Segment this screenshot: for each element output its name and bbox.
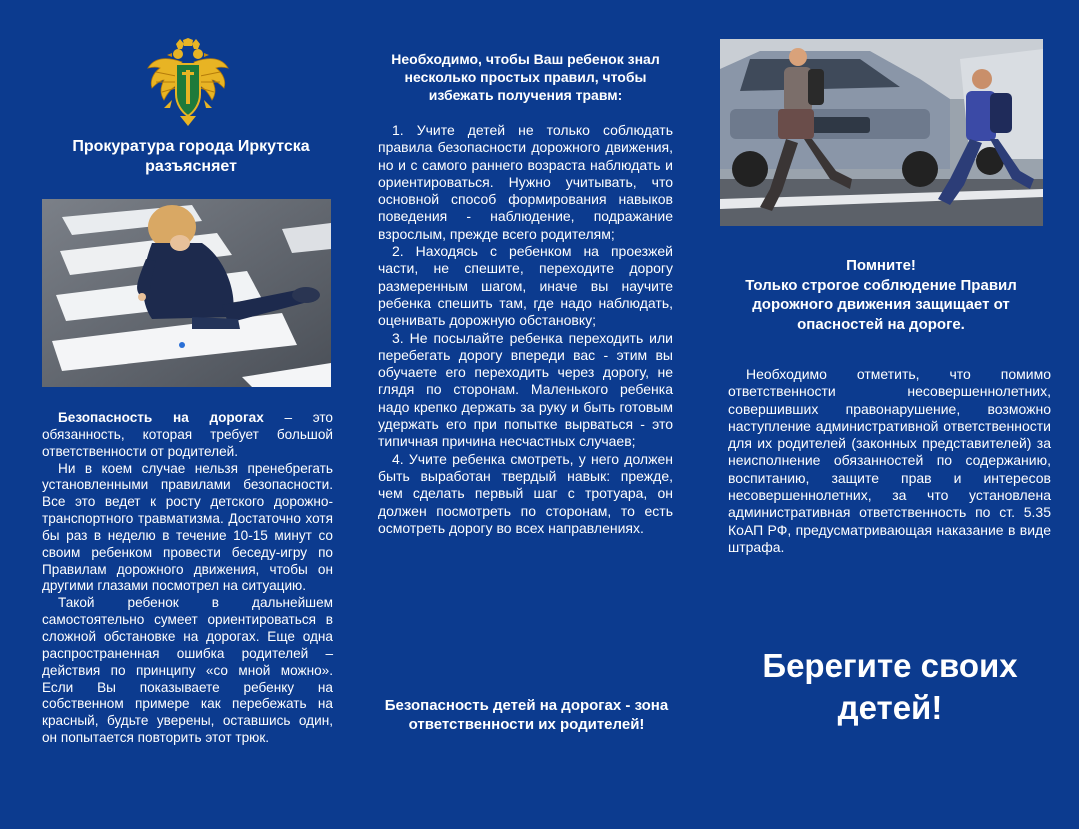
remember-text: Только строгое соблюдение Правил дорожного движения защищает от опасностей на дороге.	[745, 276, 1017, 333]
organization-title: Прокуратура города Иркутска разъясняет	[72, 138, 310, 175]
kids-crossing-road-photo	[720, 39, 1043, 226]
left-column-text	[42, 410, 333, 747]
left-paragraph	[42, 461, 333, 596]
liability-paragraph: Необходимо отметить, что помимо ответственности несовершеннолетних, совершивших правонарушение, возможно наступление административной ответственности для их родителей (законных представителей) за неисполнение обязанностей по содержанию, воспитанию, защите прав и интересов несовершеннолетних, за что установлена административная ответственность по ст. 5.35 КоАП РФ, предусматривающая наказание в виде штрафа.	[728, 366, 1051, 555]
rule-item: 1. Учите детей не только соблюдать правила безопасности дорожного движения, но и с самого раннего возраста наблюдать и ориентироваться. Нужно учитывать, что основной способ формирования навыков поведения - наблюдение, подражание взрослым, прежде всего родителям;	[378, 122, 673, 242]
left-paragraph	[42, 410, 333, 461]
left-paragraph-bold: Безопасность на дорогах	[58, 410, 264, 425]
rules-list	[378, 122, 673, 537]
rule-item: 4. Учите ребенка смотреть, у него должен быть выработан твердый навык: прежде, чем сделать первый шаг с тротуара, он должен посмотреть по сторонам, то есть осмотреть дорогу во всех направлениях.	[378, 450, 673, 536]
slogan-heading: Берегите своих детей!	[762, 647, 1018, 726]
rules-intro: Необходимо, чтобы Ваш ребенок знал несколько простых правил, чтобы избежать получения травм:	[391, 51, 660, 103]
left-paragraph	[42, 595, 333, 747]
right-column-text	[728, 366, 1051, 556]
middle-column-text	[378, 50, 673, 537]
rule-item: 2. Находясь с ребенком на проезжей части, не спешите, переходите дорогу размеренным шагом, иначе вы научите ребенка спешить там, где надо наблюдать, оценивать дорожную обстановку;	[378, 243, 673, 329]
left-paragraph-text: Ни в коем случае нельзя пренебрегать установленными правилами безопасности. Все это ведет к росту детского дорожно-транспортного травматизма. Достаточно хотя бы раз в неделю в течение 10-15 минут со своим ребенком провести беседу-игру по Правилам дорожного движения, чтобы он другими глазами посмотрел на ситуацию.	[42, 460, 333, 594]
remember-title: Помните!	[846, 257, 916, 274]
remember-note	[716, 256, 1046, 334]
left-paragraph-text: – это обязанность, которая требует большой ответственности от родителей.	[42, 410, 333, 459]
prosecutor-emblem-icon	[146, 38, 230, 128]
responsibility-footer: Безопасность детей на дорогах - зона ответственности их родителей!	[384, 697, 669, 733]
child-on-crosswalk-photo	[42, 199, 331, 387]
rule-item: 3. Не посылайте ребенка переходить или перебегать дорогу впереди вас - этим вы обучаете его переходить через дорогу, не глядя по сторонам. Маленького ребенка надо крепко держать за руку и быть готовым удержать его при попытке вырваться - это типичная причина несчастных случаев;	[378, 329, 673, 450]
left-paragraph-text: Такой ребенок в дальнейшем самостоятельно сумеет ориентироваться в сложной обстановке на дорогах. Еще одна распространенная ошибка родителей – действия по принципу «со мной можно». Если Вы показываете ребенку на собственном примере как перебежать на красный, будьте уверены, оставшись один, он попытается повторить этот трюк.	[42, 595, 333, 746]
